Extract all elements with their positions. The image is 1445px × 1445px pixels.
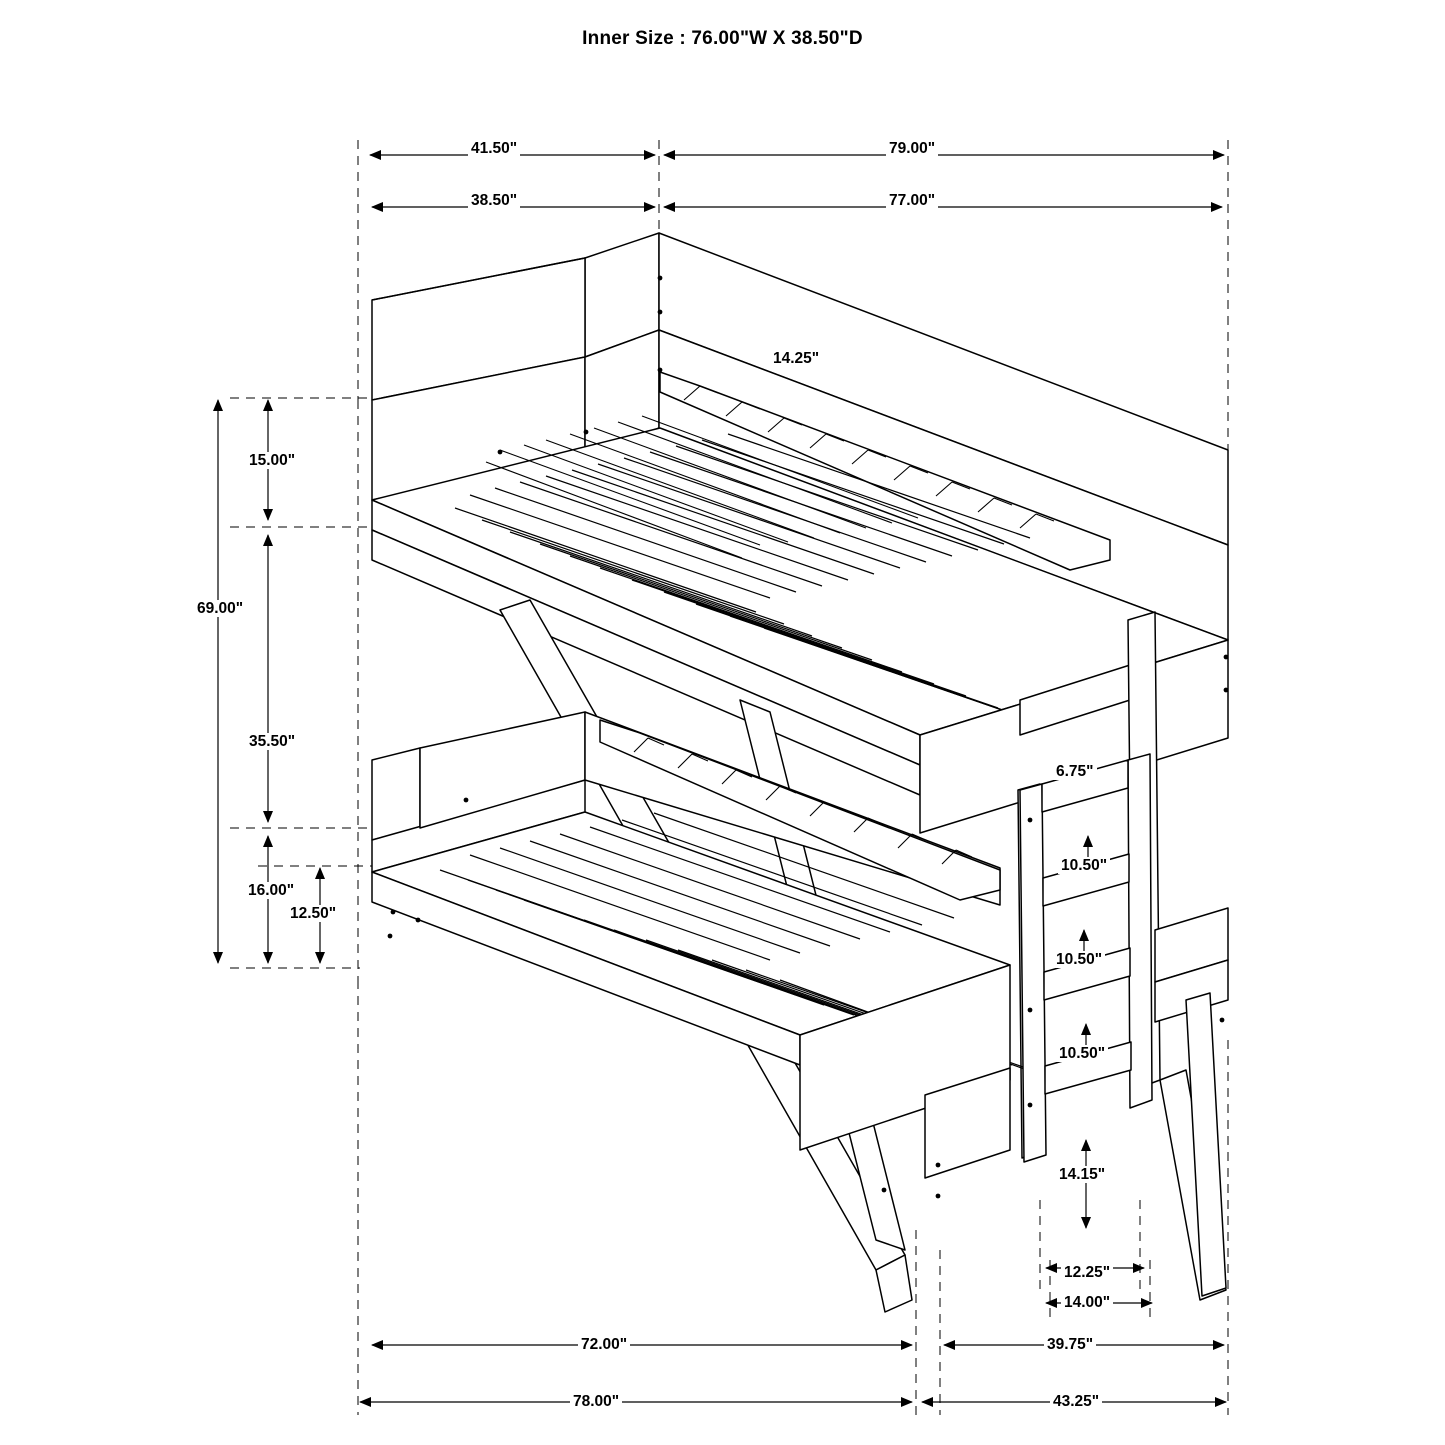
dimension-label-12-50: 12.50" bbox=[287, 905, 339, 922]
dimension-label-14-00: 14.00" bbox=[1061, 1294, 1113, 1311]
dimension-label-15-00: 15.00" bbox=[246, 452, 298, 469]
dimension-label-43-25: 43.25" bbox=[1050, 1393, 1102, 1410]
dimension-label-14-25: 14.25" bbox=[770, 350, 822, 367]
dimension-label-38-50: 38.50" bbox=[468, 192, 520, 209]
dimension-label-41-50: 41.50" bbox=[468, 140, 520, 157]
page-title: Inner Size : 76.00"W X 38.50"D bbox=[582, 28, 863, 49]
dimension-label-78-00: 78.00" bbox=[570, 1393, 622, 1410]
dimension-label-14-15: 14.15" bbox=[1056, 1166, 1108, 1183]
dimension-label-12-25: 12.25" bbox=[1061, 1264, 1113, 1281]
dimension-label-72-00: 72.00" bbox=[578, 1336, 630, 1353]
dimension-label-10-50-c: 10.50" bbox=[1056, 1045, 1108, 1062]
dimension-label-6-75: 6.75" bbox=[1053, 763, 1097, 780]
dimension-label-69-00: 69.00" bbox=[194, 600, 246, 617]
dimension-label-77-00: 77.00" bbox=[886, 192, 938, 209]
dimension-label-10-50-b: 10.50" bbox=[1053, 951, 1105, 968]
dimension-label-16-00: 16.00" bbox=[245, 882, 297, 899]
dimension-label-35-50: 35.50" bbox=[246, 733, 298, 750]
dimension-label-39-75: 39.75" bbox=[1044, 1336, 1096, 1353]
dimension-label-10-50-a: 10.50" bbox=[1058, 857, 1110, 874]
dimension-label-79-00: 79.00" bbox=[886, 140, 938, 157]
